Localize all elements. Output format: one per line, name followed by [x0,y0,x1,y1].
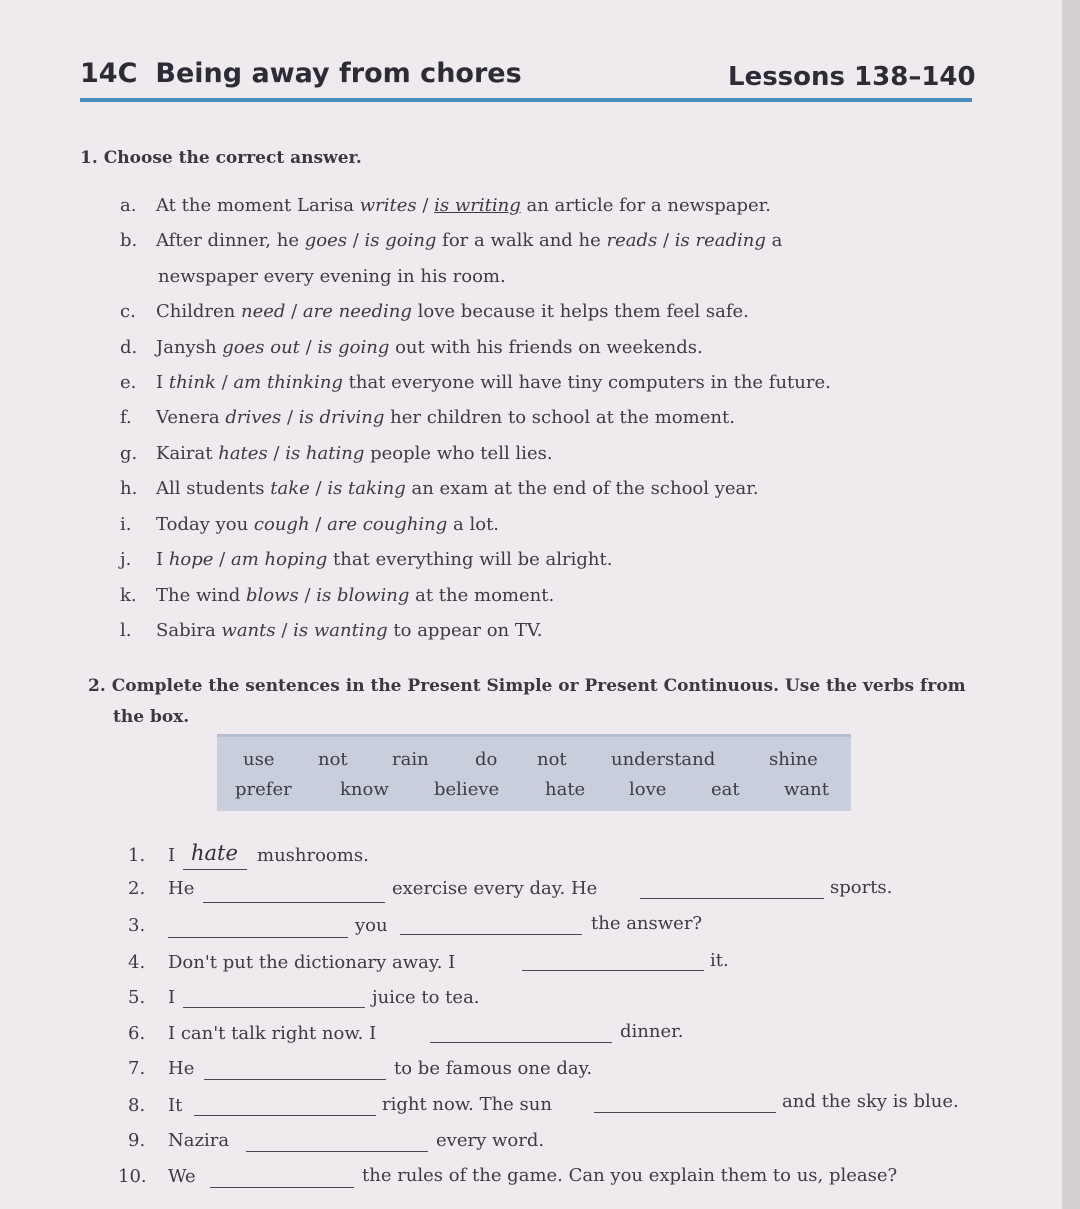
exercise-instruction: Complete the sentences in the Present Simple or Present Continuous. Use the verbs from [111,676,966,696]
sentence-text: sports. [830,877,893,898]
sentence-8 [128,1095,182,1116]
answer-blank[interactable] [194,1115,376,1116]
sentence-number: 3. [128,915,146,936]
item-text: Janysh [156,337,223,358]
sentence-text: It [168,1095,183,1116]
answer-blank[interactable] [183,869,247,870]
option: blows [245,585,299,606]
item-text: The wind [156,585,246,606]
separator: / [298,585,317,606]
answer-blank[interactable] [640,898,824,899]
verb-word: shine [769,749,818,770]
separator: / [416,195,435,216]
sentence-text: Don't put the dictionary away. I [168,952,456,973]
lessons-range: Lessons 138–140 [728,62,976,92]
sentence-number: 2. [128,878,146,899]
item-label: e. [120,372,137,393]
sentence-number: 10. [118,1166,147,1187]
unit-title: Being away from chores [155,58,522,89]
separator: / [285,301,303,322]
item-text: to appear on TV. [387,620,543,641]
answer-blank[interactable] [210,1187,354,1188]
sentence-text: He [168,1058,195,1079]
sentence-text: the answer? [591,913,703,934]
sentence-number: 9. [128,1130,146,1151]
exercise-instruction: Choose the correct answer. [103,148,362,168]
sentence-text: mushrooms. [257,845,369,866]
option: need [240,301,286,322]
option: am hoping [230,549,328,570]
option: hates [218,443,268,464]
exercise-1-item [120,443,553,464]
item-text: Kairat [156,443,219,464]
item-label: b. [120,230,138,251]
answer-blank[interactable] [400,934,582,935]
item-text: love because it helps them feel safe. [411,301,749,322]
item-text: that everyone will have tiny computers in the future. [342,372,831,393]
separator: / [213,549,231,570]
sentence-text: We [168,1166,196,1187]
sentence-number: 8. [128,1095,146,1116]
item-label: g. [120,443,138,464]
verb-word: want [784,779,829,800]
item-text: All students [156,478,271,499]
sentence-number: 6. [128,1023,146,1044]
exercise-1-item [120,195,771,216]
answer-blank[interactable] [522,970,704,971]
verb-word: believe [434,779,500,800]
separator: / [281,407,299,428]
verb-word: know [340,779,389,800]
verb-word: prefer [235,779,292,800]
sentence-text: exercise every day. He [392,878,598,899]
verb-word: use [243,749,275,770]
option: writes [359,195,417,216]
exercise-1-item [120,407,735,428]
option: wants [221,620,276,641]
sentence-text: every word. [436,1130,545,1151]
exercise-2-title-cont: the box. [113,707,190,727]
item-text: people who tell lies. [364,443,553,464]
sentence-number: 5. [128,987,146,1008]
item-text: I [156,372,169,393]
separator: / [299,337,318,358]
item-label: f. [120,407,132,428]
sentence-text: the rules of the game. Can you explain them to us, please? [362,1165,898,1186]
item-text: Today you [156,514,254,535]
option: take [270,478,310,499]
separator: / [267,443,286,464]
sentence-text: dinner. [620,1021,684,1042]
option-selected: is writing [434,195,521,216]
sentence-10 [118,1166,196,1187]
option: goes out [222,337,300,358]
exercise-1-title [80,148,362,168]
sentence-number: 7. [128,1058,146,1079]
item-text: an exam at the end of the school year. [405,478,759,499]
item-text: a lot. [447,514,500,535]
option: goes [304,230,347,251]
item-label: k. [120,585,137,606]
item-label: i. [120,514,132,535]
page-edge [1062,0,1080,1209]
exercise-1-item [120,337,703,358]
item-text: that everything will be alright. [327,549,613,570]
sentence-number: 4. [128,952,146,973]
handwritten-answer: hate [191,841,238,865]
exercise-1-item [120,549,612,570]
sentence-text: right now. The sun [382,1094,552,1115]
unit-code: 14C [80,58,138,89]
item-label: c. [120,301,136,322]
answer-blank[interactable] [168,937,348,938]
item-text: for a walk and he [436,230,607,251]
separator: / [309,514,328,535]
answer-blank[interactable] [204,1079,386,1080]
item-label: a. [120,195,137,216]
item-text: an article for a newspaper. [520,195,772,216]
answer-blank[interactable] [246,1151,428,1152]
exercise-number: 2. [88,676,106,696]
sentence-text: you [355,915,388,936]
item-text: Venera [156,407,226,428]
separator: / [215,372,234,393]
separator: / [275,620,294,641]
exercise-1-item [120,514,499,535]
sentence-6 [128,1023,376,1044]
option: am thinking [233,372,343,393]
sentence-7 [128,1058,194,1079]
option: are needing [302,301,412,322]
option: is hating [285,443,365,464]
option: cough [253,514,310,535]
item-text: her children to school at the moment. [384,407,735,428]
verb-word: do [475,749,498,770]
exercise-1-item [120,372,831,393]
sentence-text: He [168,878,195,899]
item-text: out with his friends on weekends. [389,337,703,358]
verb-word: eat [711,779,740,800]
sentence-3 [128,915,168,936]
sentence-9 [128,1130,229,1151]
option: reads [606,230,658,251]
item-text: Sabira [156,620,222,641]
option: is going [364,230,437,251]
sentence-text: Nazira [168,1130,230,1151]
exercise-1-item [120,478,759,499]
answer-blank[interactable] [203,902,385,903]
option: is going [317,337,390,358]
item-label: h. [120,478,138,499]
verb-word: hate [545,779,586,800]
header-rule [80,98,972,102]
sentence-text: I [168,845,176,866]
exercise-2-title [88,676,966,696]
verb-word: understand [611,749,716,770]
sentence-1 [128,845,175,866]
unit-header [80,58,522,89]
exercise-1-item [120,230,782,251]
option: are coughing [327,514,448,535]
option: is blowing [316,585,410,606]
separator: / [346,230,365,251]
sentence-text: it. [710,950,729,971]
item-label: j. [120,549,132,570]
option: hope [168,549,214,570]
separator: / [309,478,328,499]
verb-word: not [318,749,348,770]
option: drives [225,407,282,428]
sentence-text: I can't talk right now. I [168,1023,377,1044]
exercise-1-item [120,301,749,322]
verb-word: love [629,779,667,800]
answer-blank[interactable] [183,1007,365,1008]
item-text: at the moment. [409,585,555,606]
item-text: After dinner, he [156,230,305,251]
verb-box [217,734,851,811]
item-text: At the moment Larisa [156,195,360,216]
sentence-text: and the sky is blue. [782,1091,959,1112]
option: is wanting [293,620,388,641]
item-label: d. [120,337,138,358]
sentence-2 [128,878,194,899]
answer-blank[interactable] [594,1112,776,1113]
sentence-number: 1. [128,845,146,866]
item-continuation: newspaper every evening in his room. [158,266,506,287]
answer-blank[interactable] [430,1042,612,1043]
exercise-number: 1. [80,148,98,168]
sentence-text: I [168,987,176,1008]
exercise-1-item [120,620,542,641]
sentence-text: juice to tea. [372,987,480,1008]
option: think [168,372,216,393]
exercise-1-item [120,585,554,606]
sentence-5 [128,987,175,1008]
verb-word: not [537,749,567,770]
verb-word: rain [392,749,429,770]
item-text: I [156,549,169,570]
sentence-text: to be famous one day. [394,1058,593,1079]
sentence-4 [128,952,455,973]
option: is taking [327,478,406,499]
separator: / [657,230,675,251]
option: is reading [674,230,766,251]
item-label: l. [120,620,132,641]
option: is driving [298,407,385,428]
item-text: a [765,230,783,251]
item-text: Children [156,301,241,322]
